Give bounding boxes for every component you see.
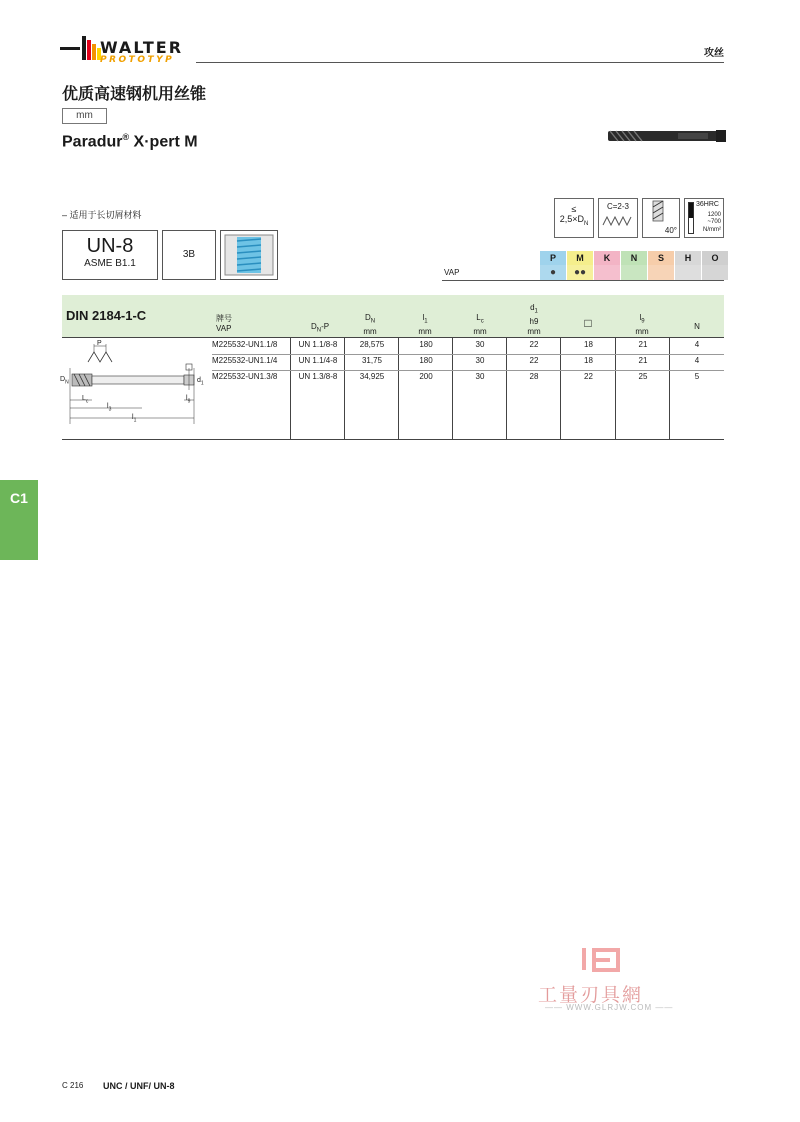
- material-row-rule: [442, 280, 724, 281]
- cell-code: M225532-UN1.3/8: [212, 372, 278, 381]
- cell-n: 4: [694, 340, 700, 349]
- cell-d1: 22: [529, 340, 539, 349]
- product-name: Paradur® X·pert M: [62, 132, 198, 151]
- col-divider: [669, 337, 670, 439]
- col-divider: [615, 337, 616, 439]
- watermark-logo-icon: [582, 946, 622, 974]
- drawing-label-dn: $D_N$: [60, 376, 69, 386]
- drawing-label-d1: $d_1$: [197, 377, 204, 387]
- unit-badge: mm: [62, 108, 107, 124]
- cell-l1: 180: [419, 340, 433, 349]
- material-cell-p: ●: [540, 265, 566, 280]
- material-header-s: S: [648, 251, 674, 265]
- cell-sq: 22: [584, 372, 593, 381]
- material-header-p: P: [540, 251, 566, 265]
- cell-lc: 30: [475, 372, 485, 381]
- col-header-l1: $l_1$ mm: [418, 313, 432, 336]
- row-separator: [212, 370, 724, 371]
- cell-l9: 21: [638, 340, 648, 349]
- material-cell-m: ●●: [567, 265, 593, 280]
- helix-shape-icon: [643, 199, 679, 223]
- material-cell-k: [594, 265, 620, 280]
- cell-n: 5: [694, 372, 700, 381]
- cell-code: M225532-UN1.1/8: [212, 340, 278, 349]
- chapter-tab: C1: [0, 480, 38, 560]
- usage-note: – 适用于长切屑材料: [62, 210, 142, 220]
- helix-angle-icon: 40°: [642, 198, 680, 238]
- thread-standard-norm: ASME B1.1: [84, 258, 136, 269]
- chamfer-form-icon: C=2-3: [598, 198, 638, 238]
- hardness-icon: 36HRC 1200 ~700 N/mm²: [684, 198, 724, 238]
- material-header-k: K: [594, 251, 620, 265]
- tolerance-class: 3B: [162, 230, 216, 280]
- cell-dnp: UN 1.1/8-8: [298, 340, 338, 349]
- drawing-label-l1: $l_1$: [132, 414, 137, 424]
- cell-dnp: UN 1.1/4-8: [298, 356, 338, 365]
- watermark-url: —— WWW.GLRJW.COM ——: [545, 1003, 674, 1012]
- page-number: C 216: [62, 1081, 84, 1090]
- col-divider: [560, 337, 561, 439]
- thread-standard-box: [62, 230, 158, 280]
- material-cell-n: [621, 265, 647, 280]
- col-header-dn: $D_N$ mm: [363, 313, 377, 336]
- header-rule: [196, 62, 724, 63]
- col-header-d1: $d_1$ h9 mm: [527, 303, 541, 336]
- thread-depth-icon: ≤ $2,5\times D_N$: [554, 198, 594, 238]
- cell-dn: 31,75: [361, 356, 383, 365]
- col-divider: [290, 337, 291, 439]
- cell-d1: 28: [529, 372, 539, 381]
- col-header-n: N: [694, 322, 700, 331]
- drawing-label-l3: $l_3$: [107, 403, 112, 413]
- walter-logo-bars: [60, 34, 100, 60]
- col-header-code: 牌号 VAP: [216, 314, 232, 333]
- cell-dn: 34,925: [359, 372, 385, 381]
- drawing-label-p: P: [97, 340, 102, 347]
- material-cell-o: [702, 265, 728, 280]
- cell-dnp: UN 1.3/8-8: [298, 372, 338, 381]
- col-header-square: □: [584, 316, 592, 330]
- chamfer-shape-icon: [601, 213, 635, 227]
- cell-code: M225532-UN1.1/4: [212, 356, 278, 365]
- drawing-label-lc: $L_c$: [82, 395, 89, 405]
- footer-title: UNC / UNF/ UN-8: [103, 1081, 175, 1091]
- table-title: DIN 2184-1-C: [66, 308, 147, 323]
- col-divider: [344, 337, 345, 439]
- cell-lc: 30: [475, 340, 485, 349]
- cell-dn: 28,575: [359, 340, 385, 349]
- tap-dimension-drawing: [62, 338, 212, 436]
- drawing-label-l9: $l_9$: [186, 395, 191, 405]
- cell-l1: 200: [419, 372, 433, 381]
- col-header-lc: $L_c$ mm: [473, 313, 487, 336]
- section-title: 攻丝: [704, 48, 724, 59]
- material-row-label: VAP: [444, 268, 460, 277]
- cell-lc: 30: [475, 356, 485, 365]
- watermark-text: 工量刃具網: [538, 984, 644, 1006]
- material-cell-s: [648, 265, 674, 280]
- table-bottom-rule: [62, 439, 724, 440]
- material-header-h: H: [675, 251, 701, 265]
- cell-l1: 180: [419, 356, 433, 365]
- brand-name: WALTER: [100, 38, 184, 57]
- col-divider: [506, 337, 507, 439]
- row-separator: [212, 354, 724, 355]
- cell-d1: 22: [529, 356, 539, 365]
- material-cell-h: [675, 265, 701, 280]
- cell-l9: 25: [638, 372, 648, 381]
- col-divider: [452, 337, 453, 439]
- material-header-m: M: [567, 251, 593, 265]
- internal-thread-icon: [220, 230, 278, 280]
- material-header-o: O: [702, 251, 728, 265]
- thread-standard-name: UN-8: [86, 235, 134, 257]
- brand-sub: PROTOTYP: [100, 55, 175, 65]
- cell-sq: 18: [584, 356, 593, 365]
- col-divider: [398, 337, 399, 439]
- page-title: 优质高速钢机用丝锥: [62, 84, 207, 103]
- tap-tool-image: [608, 128, 726, 144]
- col-header-dnp: $D_N-P$: [310, 322, 330, 334]
- cell-sq: 18: [584, 340, 593, 349]
- material-header-n: N: [621, 251, 647, 265]
- cell-l9: 21: [638, 356, 648, 365]
- col-header-l9: $l_9$ mm: [635, 313, 649, 336]
- cell-n: 4: [694, 356, 700, 365]
